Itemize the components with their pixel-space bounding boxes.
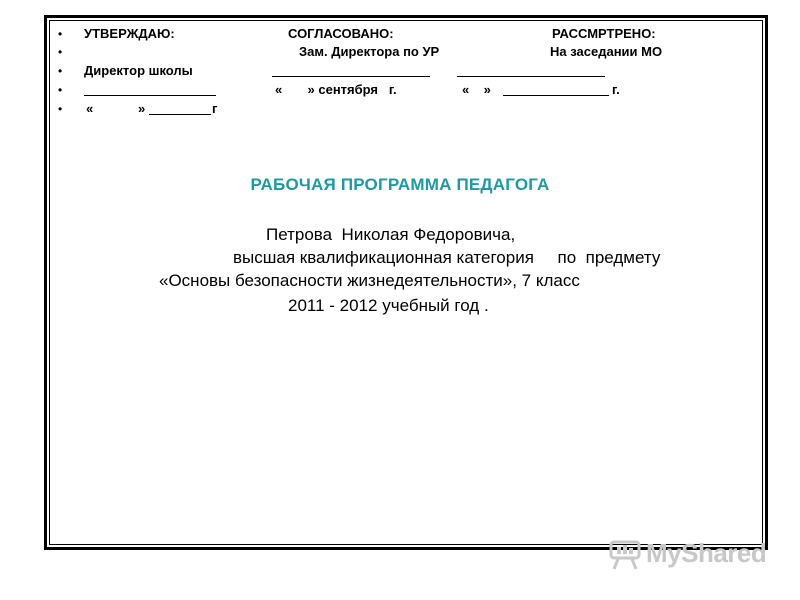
bullet-5: • (58, 102, 63, 116)
mo-year-suffix: г. (612, 82, 620, 97)
bottom-date-suffix: г (212, 101, 218, 116)
presentation-board-icon (608, 536, 644, 572)
watermark-text: MyShared (646, 538, 767, 568)
bullet-4: • (58, 83, 63, 97)
mo-date: « » (462, 82, 491, 97)
bottom-date-close: » (138, 101, 146, 116)
document-title: РАБОЧАЯ ПРОГРАММА ПЕДАГОГА (250, 175, 550, 194)
bottom-date-line (149, 114, 211, 115)
director-label: Директор школы (84, 63, 193, 78)
teacher-name: Петрова Николая Федоровича, (266, 225, 516, 244)
bullet-1: • (58, 27, 63, 41)
bullet-2: • (58, 45, 63, 59)
mo-signature-line (457, 76, 605, 77)
deputy-signature-line (272, 76, 430, 77)
mo-label: На заседании МО (550, 44, 663, 59)
approve-label: УТВЕРЖДАЮ: (84, 26, 175, 41)
reviewed-label: РАССМРТРЕНО: (552, 26, 656, 41)
myshared-watermark (606, 534, 766, 574)
subject-line: «Основы безопасности жизнедеятельности», 7 класс (159, 271, 580, 290)
september-date: « » сентября г. (275, 82, 397, 97)
school-year: 2011 - 2012 учебный год . (288, 296, 489, 315)
deputy-label: Зам. Директора по УР (299, 44, 440, 59)
bottom-date-open: « (86, 101, 94, 116)
bullet-3: • (58, 64, 63, 78)
director-signature-line (84, 95, 216, 96)
agreed-label: СОГЛАСОВАНО: (288, 26, 394, 41)
qualification-category: высшая квалификационная категория по предмету (233, 248, 661, 267)
mo-date-line (503, 95, 609, 96)
